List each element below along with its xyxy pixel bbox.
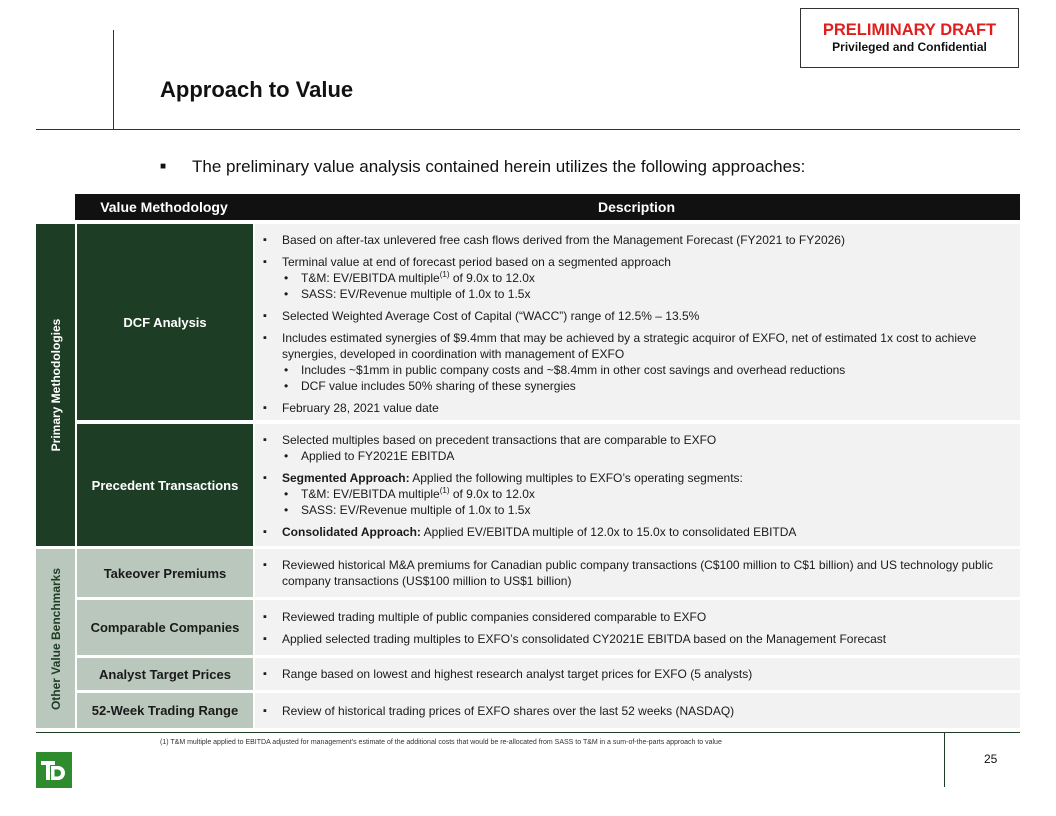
bullet-bold-text: Segmented Approach: bbox=[282, 471, 410, 485]
intro-bullet bbox=[160, 157, 805, 177]
list-item bbox=[262, 400, 1004, 416]
list-item bbox=[262, 330, 1004, 394]
bullet-text: Reviewed historical M&A premiums for Canadian public company transactions (C$100 million to C$1 billion) and US technology public company transactions (US$100 million to US$1 billion) bbox=[282, 558, 994, 588]
bullet-text: Includes estimated synergies of $9.4mm that may be achieved by a strategic acquiror of EXFO, net of estimated 1x cost to achieve synergies, developed in coordination with management of EXFO bbox=[282, 331, 977, 361]
bullet-text: Applied to FY2021E EBITDA bbox=[301, 449, 455, 463]
footnote-ref: (1) bbox=[439, 270, 450, 279]
list-item bbox=[262, 254, 1004, 302]
td-logo-icon bbox=[36, 752, 72, 788]
header-description: Description bbox=[597, 199, 675, 215]
description-trading bbox=[255, 693, 1020, 728]
bullet-text: Reviewed trading multiple of public companies considered comparable to EXFO bbox=[282, 609, 707, 624]
bullet-text: T&M: EV/EBITDA multiple bbox=[301, 487, 440, 501]
sub-list-item bbox=[284, 502, 1004, 518]
list-item bbox=[262, 524, 1004, 540]
bullet-text: of 9.0x to 12.0x bbox=[449, 271, 535, 285]
sub-list-item bbox=[284, 286, 1004, 302]
methodology-takeover: Takeover Premiums bbox=[77, 549, 253, 597]
bullet-text: Applied the following multiples to EXFO’s operating segments: bbox=[409, 471, 743, 485]
bullet-text: Applied EV/EBITDA multiple of 12.0x to 15.0x to consolidated EBITDA bbox=[420, 525, 797, 539]
draft-subtitle: Privileged and Confidential bbox=[832, 40, 987, 54]
draft-stamp bbox=[800, 8, 1019, 68]
draft-title: PRELIMINARY DRAFT bbox=[822, 21, 997, 39]
bullet-text: Based on after-tax unlevered free cash flows derived from the Management Forecast (FY2021 to FY2026) bbox=[282, 233, 845, 247]
description-analyst bbox=[255, 658, 1020, 690]
page-title: Approach to Value bbox=[160, 77, 354, 102]
methodology-trading: 52-Week Trading Range bbox=[77, 693, 253, 728]
list-item bbox=[262, 609, 1004, 625]
bullet-text: Range based on lowest and highest research analyst target prices for EXFO (5 analysts) bbox=[282, 667, 753, 681]
top-horizontal-rule bbox=[36, 129, 1020, 130]
table-row-takeover bbox=[75, 549, 1020, 597]
sub-list-item bbox=[284, 448, 1004, 464]
list-item bbox=[262, 557, 1004, 589]
description-precedent bbox=[255, 424, 1020, 546]
list-item bbox=[262, 470, 1004, 518]
methodology-dcf: DCF Analysis bbox=[77, 224, 253, 420]
bullet-text: SASS: EV/Revenue multiple of 1.0x to 1.5x bbox=[301, 287, 531, 301]
methodology-comparable: Comparable Companies bbox=[77, 600, 253, 655]
bottom-horizontal-rule bbox=[36, 732, 1020, 733]
table-row-precedent bbox=[75, 424, 1020, 546]
top-vertical-rule bbox=[113, 30, 114, 129]
bullet-text: T&M: EV/EBITDA multiple bbox=[301, 271, 440, 285]
bullet-text: Terminal value at end of forecast period based on a segmented approach bbox=[282, 255, 671, 269]
bullet-text: Applied selected trading multiples to EXFO’s consolidated CY2021E EBITDA based on the Management Forecast bbox=[282, 631, 887, 646]
table-row-dcf bbox=[75, 224, 1020, 420]
table-row-analyst bbox=[75, 658, 1020, 690]
bullet-text: DCF value includes 50% sharing of these synergies bbox=[301, 379, 576, 393]
bullet-bold-text: Consolidated Approach: bbox=[282, 525, 421, 539]
methodology-analyst: Analyst Target Prices bbox=[77, 658, 253, 690]
footnote-ref: (1) bbox=[439, 486, 450, 495]
bullet-text: SASS: EV/Revenue multiple of 1.0x to 1.5x bbox=[301, 503, 531, 517]
bullet-text: Selected multiples based on precedent transactions that are comparable to EXFO bbox=[282, 433, 717, 447]
bottom-vertical-rule bbox=[944, 732, 945, 787]
list-item bbox=[262, 631, 1004, 647]
page-number: 25 bbox=[984, 752, 998, 766]
description-comparable bbox=[255, 600, 1020, 655]
group-label-other-text: Other Value Benchmarks bbox=[48, 567, 63, 710]
group-label-primary-text: Primary Methodologies bbox=[48, 318, 63, 452]
bullet-text: Selected Weighted Average Cost of Capital (“WACC”) range of 12.5% – 13.5% bbox=[282, 309, 700, 323]
methodology-precedent: Precedent Transactions bbox=[77, 424, 253, 546]
table-row-trading bbox=[75, 693, 1020, 728]
list-item bbox=[262, 703, 1004, 719]
list-item bbox=[262, 666, 1004, 682]
group-label-primary bbox=[36, 224, 75, 546]
bullet-text: Includes ~$1mm in public company costs and ~$8.4mm in other cost savings and overhead reductions bbox=[301, 363, 846, 377]
table-header bbox=[75, 194, 1020, 220]
sub-list-item bbox=[284, 486, 1004, 502]
square-bullet-icon: ■ bbox=[160, 161, 167, 172]
intro-text: The preliminary value analysis contained herein utilizes the following approaches: bbox=[192, 157, 806, 176]
list-item bbox=[262, 232, 1004, 248]
table-row-comparable bbox=[75, 600, 1020, 655]
list-item bbox=[262, 432, 1004, 464]
sub-list-item bbox=[284, 270, 1004, 286]
footnote: (1) T&M multiple applied to EBITDA adjusted for management’s estimate of the additional costs that would be re-allocated from SASS to T&M in a sum-of-the-parts approach to value bbox=[160, 739, 722, 746]
description-takeover bbox=[255, 549, 1020, 597]
sub-list-item bbox=[284, 378, 1004, 394]
bullet-text: of 9.0x to 12.0x bbox=[449, 487, 535, 501]
bullet-text: February 28, 2021 value date bbox=[282, 401, 439, 415]
bullet-text: Review of historical trading prices of EXFO shares over the last 52 weeks (NASDAQ) bbox=[282, 703, 735, 718]
description-dcf bbox=[255, 224, 1020, 420]
list-item bbox=[262, 308, 1004, 324]
sub-list-item bbox=[284, 362, 1004, 378]
group-label-other bbox=[36, 549, 75, 728]
header-methodology: Value Methodology bbox=[100, 199, 228, 215]
